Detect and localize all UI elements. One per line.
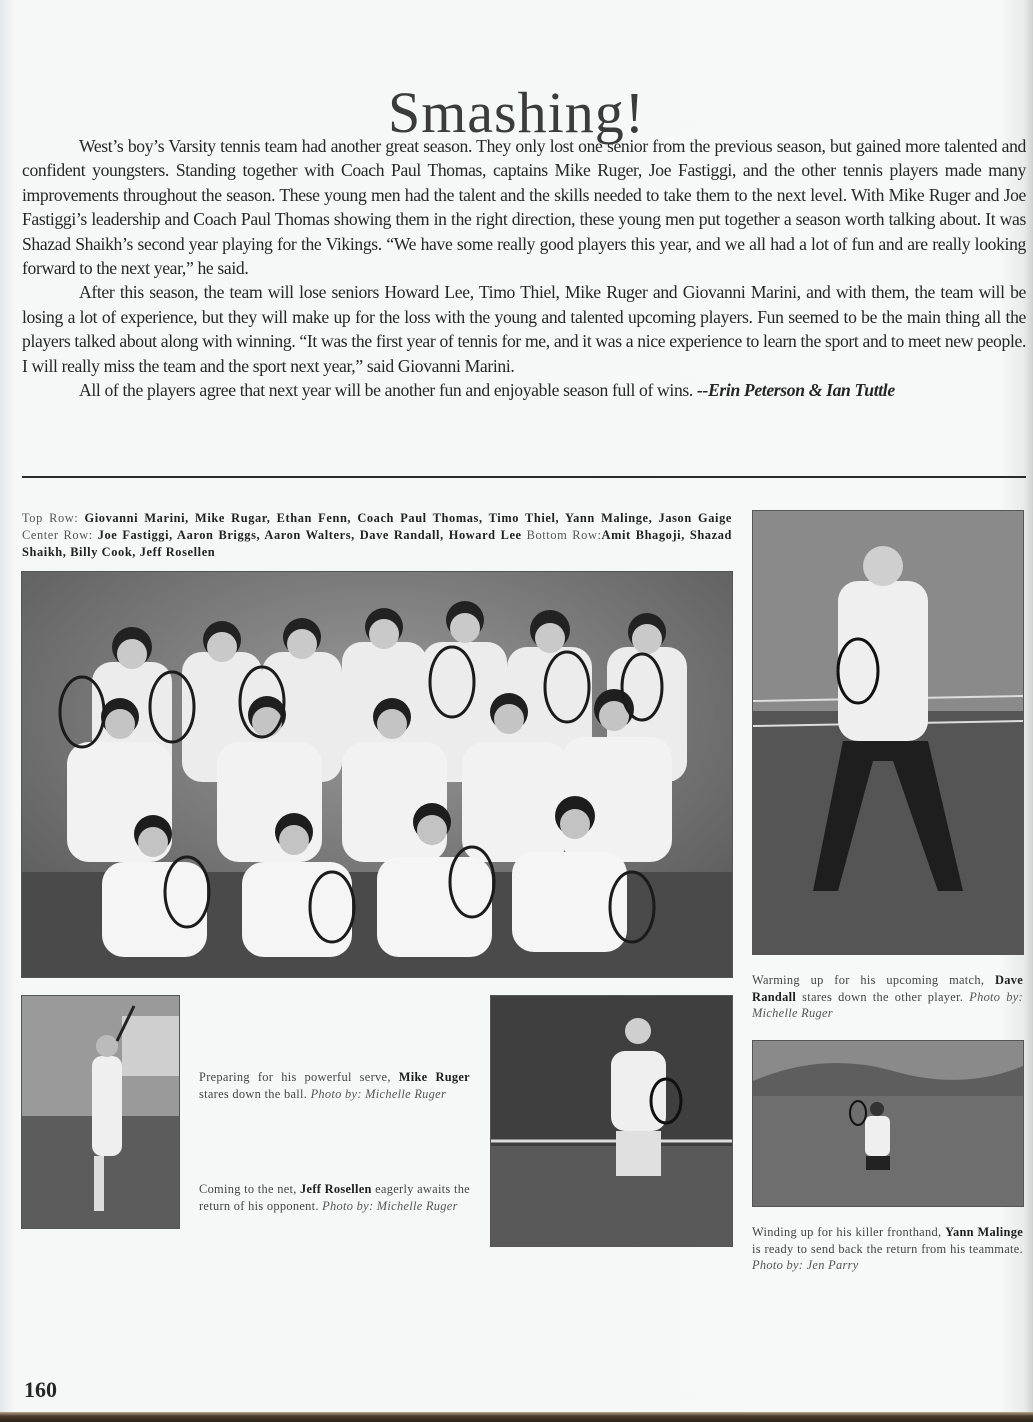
team-photo-caption xyxy=(22,510,732,561)
article-body xyxy=(22,134,1026,402)
caption-text: Preparing for his powerful serve, xyxy=(199,1070,399,1084)
caption-text: stares down the other player. xyxy=(796,989,970,1004)
page-bottom-edge xyxy=(0,1412,1033,1422)
mike-ruger-caption xyxy=(199,1069,470,1102)
mike-ruger-photo xyxy=(21,995,180,1229)
yann-malinge-photo xyxy=(752,1040,1024,1207)
team-photo-image xyxy=(22,572,732,977)
caption-text: eagerly awaits the return of his opponent. xyxy=(199,1182,470,1213)
yann-malinge-photo-image xyxy=(753,1041,1023,1206)
caption-text: stares down the ball. xyxy=(199,1086,311,1101)
article-paragraph: West’s boy’s Varsity tennis team had another great season. They only lost one senior from the previous season, but gained more talented and confident youngsters. Standing together with Coach Paul Thomas, captains Mike Ruger, Joe Fastiggi, and the other tennis players made many improvements throughout the season. These young men had the talent and the skills needed to take them to the next level. With Mike Ruger and Joe Fastiggi’s leadership and Coach Paul Thomas showing them in the right direction, these young men put together a season worth talking about. It was Shazad Shaikh’s second year playing for the Vikings. “We have some really good players this year, and we all had a lot of fun and are really looking forward to the next year,” he said. xyxy=(22,136,1026,279)
article-byline: --Erin Peterson & Ian Tuttle xyxy=(697,380,895,401)
article-paragraph-text: All of the players agree that next year will be another fun and enjoyable season full of wins. xyxy=(79,380,693,401)
caption-top-row-names: Giovanni Marini, Mike Rugar, Ethan Fenn, Coach Paul Thomas, Timo Thiel, Yann Malinge, Jason Gaige xyxy=(84,511,732,525)
photo-credit: Photo by: Michelle Ruger xyxy=(310,1086,447,1101)
caption-player-name: Yann Malinge xyxy=(945,1225,1023,1239)
team-photo xyxy=(21,571,733,978)
caption-text: Coming to the net, xyxy=(199,1182,301,1196)
section-divider xyxy=(22,476,1026,478)
jeff-rosellen-photo xyxy=(490,995,733,1247)
dave-randall-photo xyxy=(752,510,1024,955)
photo-credit: Photo by: Michelle Ruger xyxy=(752,989,1023,1020)
caption-center-row-names: Joe Fastiggi, Aaron Briggs, Aaron Walters, Dave Randall, Howard Lee xyxy=(97,528,522,542)
page-title: Smashing! xyxy=(387,79,646,145)
caption-player-name: Dave Randall xyxy=(752,973,1023,1004)
page-number: 160 xyxy=(24,1377,57,1402)
photo-credit: Photo by: Michelle Ruger xyxy=(322,1198,458,1213)
mike-ruger-photo-image xyxy=(22,996,179,1228)
photo-credit: Photo by: Jen Parry xyxy=(752,1258,859,1272)
jeff-rosellen-caption xyxy=(199,1181,470,1214)
caption-player-name: Mike Ruger xyxy=(398,1070,470,1084)
caption-text: Winding up for his killer fronthand, xyxy=(752,1225,946,1239)
caption-text: is ready to send back the return from his teammate. xyxy=(752,1241,1023,1256)
article-paragraph xyxy=(22,378,1026,402)
dave-randall-caption xyxy=(752,972,1023,1022)
jeff-rosellen-photo-image xyxy=(491,996,732,1246)
article-paragraph: After this season, the team will lose seniors Howard Lee, Timo Thiel, Mike Ruger and Giovanni Marini, and with them, the team will be losing a lot of experience, but they will make up for the loss with the young and talented upcoming players. Fun seemed to be the main thing all the players talked about along with winning. “It was the first year of tennis for me, and it was a nice experience to learn the sport and to meet new people. I will really miss the team and the sport next year,” said Giovanni Marini. xyxy=(22,282,1026,376)
caption-row-label: Top Row: xyxy=(22,511,85,525)
yann-malinge-caption xyxy=(752,1224,1023,1274)
caption-player-name: Jeff Rosellen xyxy=(300,1182,372,1196)
dave-randall-photo-image xyxy=(753,511,1023,954)
caption-text: Warming up for his upcoming match, xyxy=(752,973,995,987)
caption-row-label: Center Row: xyxy=(22,528,98,542)
caption-row-label: Bottom Row: xyxy=(521,528,602,542)
caption-bottom-row-names: Amit Bhagoji, Shazad Shaikh, Billy Cook, Jeff Rosellen xyxy=(22,528,732,559)
